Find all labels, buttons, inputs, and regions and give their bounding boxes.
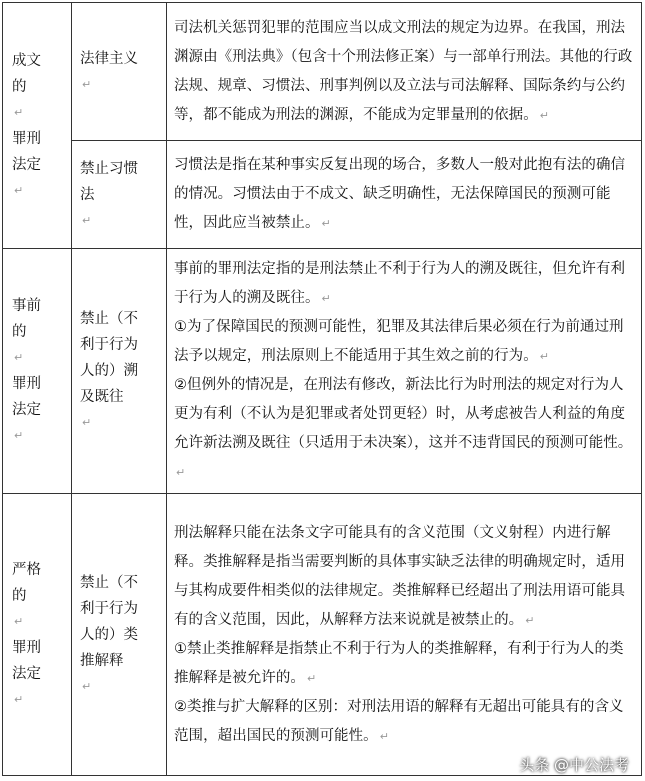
subject-cell: 禁止（不 利于行为 人的）溯 及既往 ↵ bbox=[72, 249, 167, 494]
subject-cell: 禁止习惯 法 ↵ bbox=[72, 141, 167, 249]
subject-cell: 法律主义 ↵ bbox=[72, 3, 167, 141]
description-cell: 刑法解释只能在法条文字可能具有的含义范围（文义射程）内进行解释。类推解释是指当需要判断的具体事实缺乏法律的明确规定时，适用与其构成要件相类似的法律规定。类推解释已经超出了刑法用语可能具有的含义范围，因此，从解释方法来说就是被禁止的。 ↵ ①禁止类推解释是指禁止不利于行为人的类推解释，有利于行为人的类推解释是被允许的。 ↵ ②类推与扩大解释的区别：对刑法用语的解释有无超出可能具有的含义范围，超出国民的预测可能性。 ↵ bbox=[167, 494, 642, 776]
table-row bbox=[3, 249, 642, 494]
table-row bbox=[3, 494, 642, 776]
description-cell: 事前的罪刑法定指的是刑法禁止不利于行为人的溯及既往，但允许有利于行为人的溯及既往。 ↵ ①为了保障国民的预测可能性，犯罪及其法律后果必须在行为前通过刑法予以规定，刑法原则上不能适用于其生效之前的行为。 ↵ ②但例外的情况是，在刑法有修改，新法比行为时刑法的规定对行为人更为有利（不认为是犯罪或者处罚更轻）时，从考虑被告人利益的角度允许新法溯及既往（只适用于未决案），这并不违背国民的预测可能性。↵ bbox=[167, 249, 642, 494]
table-row bbox=[3, 141, 642, 249]
watermark bbox=[519, 754, 629, 775]
category-cell: 成文 的 ↵ 罪刑 法定 ↵ bbox=[3, 3, 72, 249]
category-cell: 事前 的 ↵ 罪刑 法定 ↵ bbox=[3, 249, 72, 494]
principle-table bbox=[2, 2, 642, 776]
subject-cell: 禁止（不 利于行为 人的）类 推解释 ↵ bbox=[72, 494, 167, 776]
table-row bbox=[3, 3, 642, 141]
description-cell: 司法机关惩罚犯罪的范围应当以成文刑法的规定为边界。在我国，刑法渊源由《刑法典》（包含十个刑法修正案）与一部单行刑法。其他的行政法规、规章、习惯法、刑事判例以及立法与司法解释、国际条约与公约等，都不能成为刑法的渊源，不能成为定罪量刑的依据。 ↵ bbox=[167, 3, 642, 141]
category-cell: 严格 的 ↵ 罪刑 法定 ↵ bbox=[3, 494, 72, 776]
description-cell: 习惯法是指在某种事实反复出现的场合，多数人一般对此抱有法的确信的情况。习惯法由于不成文、缺乏明确性，无法保障国民的预测可能性，因此应当被禁止。 ↵ bbox=[167, 141, 642, 249]
watermark-label: 头条 @中公法考 bbox=[519, 756, 629, 774]
